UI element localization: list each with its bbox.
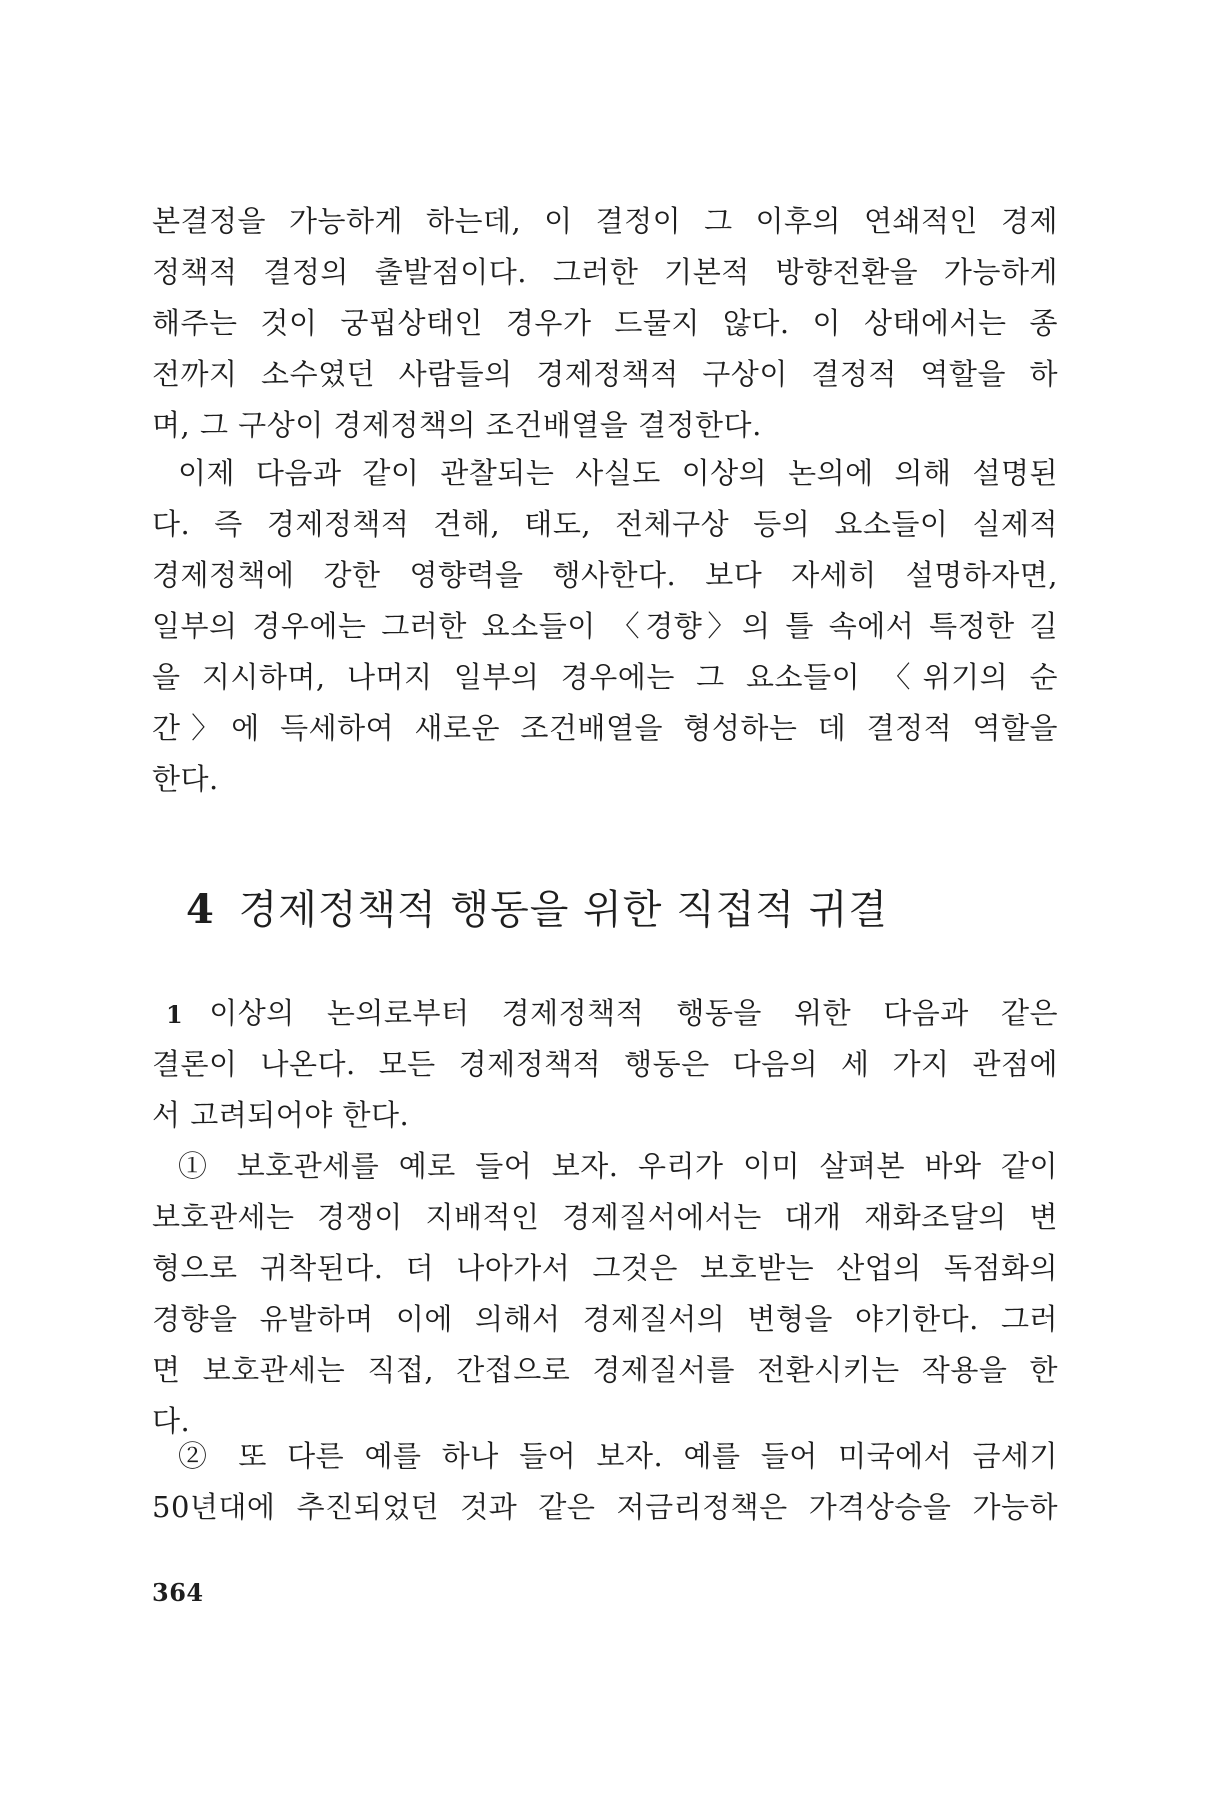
text-line: 정책적 결정의 출발점이다. 그러한 기본적 방향전환을 가능하게 — [152, 255, 1058, 289]
subsection-number: 1 — [166, 1000, 184, 1029]
text-line: 일부의 경우에는 그러한 요소들이 〈경향〉의 틀 속에서 특정한 길 — [152, 609, 1058, 643]
text-line: 본결정을 가능하게 하는데, 이 결정이 그 이후의 연쇄적인 경제 — [152, 204, 1058, 238]
section-heading — [186, 880, 888, 940]
text-line: 다. — [152, 1404, 191, 1438]
paragraph-continuation — [152, 196, 1058, 451]
text-line: 50년대에 추진되었던 것과 같은 저금리정책은 가격상승을 가능하 — [152, 1490, 1058, 1524]
paragraph — [152, 448, 1058, 805]
text-line: 서 고려되어야 한다. — [152, 1098, 410, 1132]
text-line: 간〉에 득세하여 새로운 조건배열을 형성하는 데 결정적 역할을 — [152, 711, 1058, 745]
example-paragraph-2 — [152, 1431, 1058, 1533]
section-number: 4 — [186, 886, 215, 933]
page-number: 364 — [152, 1578, 204, 1607]
text-line: 이제 다음과 같이 관찰되는 사실도 이상의 논의에 의해 설명된 — [178, 456, 1058, 490]
text-line — [152, 988, 1058, 1039]
text-line: 전까지 소수였던 사람들의 경제정책적 구상이 결정적 역할을 하 — [152, 357, 1058, 391]
text-line: 한다. — [152, 762, 219, 796]
example-paragraph-1 — [152, 1141, 1058, 1447]
text-line: 며, 그 구상이 경제정책의 조건배열을 결정한다. — [152, 408, 762, 442]
text-line: 을 지시하며, 나머지 일부의 경우에는 그 요소들이 〈위기의 순 — [152, 660, 1058, 694]
text-line: 보호관세는 경쟁이 지배적인 경제질서에서는 대개 재화조달의 변 — [152, 1200, 1058, 1234]
text-line-content: 이상의 논의로부터 경제정책적 행동을 위한 다음과 같은 — [209, 996, 1058, 1030]
text-line: 경향을 유발하며 이에 의해서 경제질서의 변형을 야기한다. 그러 — [152, 1302, 1058, 1336]
text-line: 면 보호관세는 직접, 간접으로 경제질서를 전환시키는 작용을 한 — [152, 1353, 1058, 1387]
text-line: 해주는 것이 궁핍상태인 경우가 드물지 않다. 이 상태에서는 종 — [152, 306, 1058, 340]
subsection-paragraph — [152, 988, 1058, 1141]
text-line: 결론이 나온다. 모든 경제정책적 행동은 다음의 세 가지 관점에 — [152, 1047, 1058, 1081]
text-line: 경제정책에 강한 영향력을 행사한다. 보다 자세히 설명하자면, — [152, 558, 1058, 592]
text-line: ① 보호관세를 예로 들어 보자. 우리가 이미 살펴본 바와 같이 — [178, 1149, 1058, 1183]
text-line: 다. 즉 경제정책적 견해, 태도, 전체구상 등의 요소들이 실제적 — [152, 507, 1058, 541]
text-line: 형으로 귀착된다. 더 나아가서 그것은 보호받는 산업의 독점화의 — [152, 1251, 1058, 1285]
section-title: 경제정책적 행동을 위한 직접적 귀결 — [238, 887, 889, 933]
text-line: ② 또 다른 예를 하나 들어 보자. 예를 들어 미국에서 금세기 — [178, 1439, 1058, 1473]
